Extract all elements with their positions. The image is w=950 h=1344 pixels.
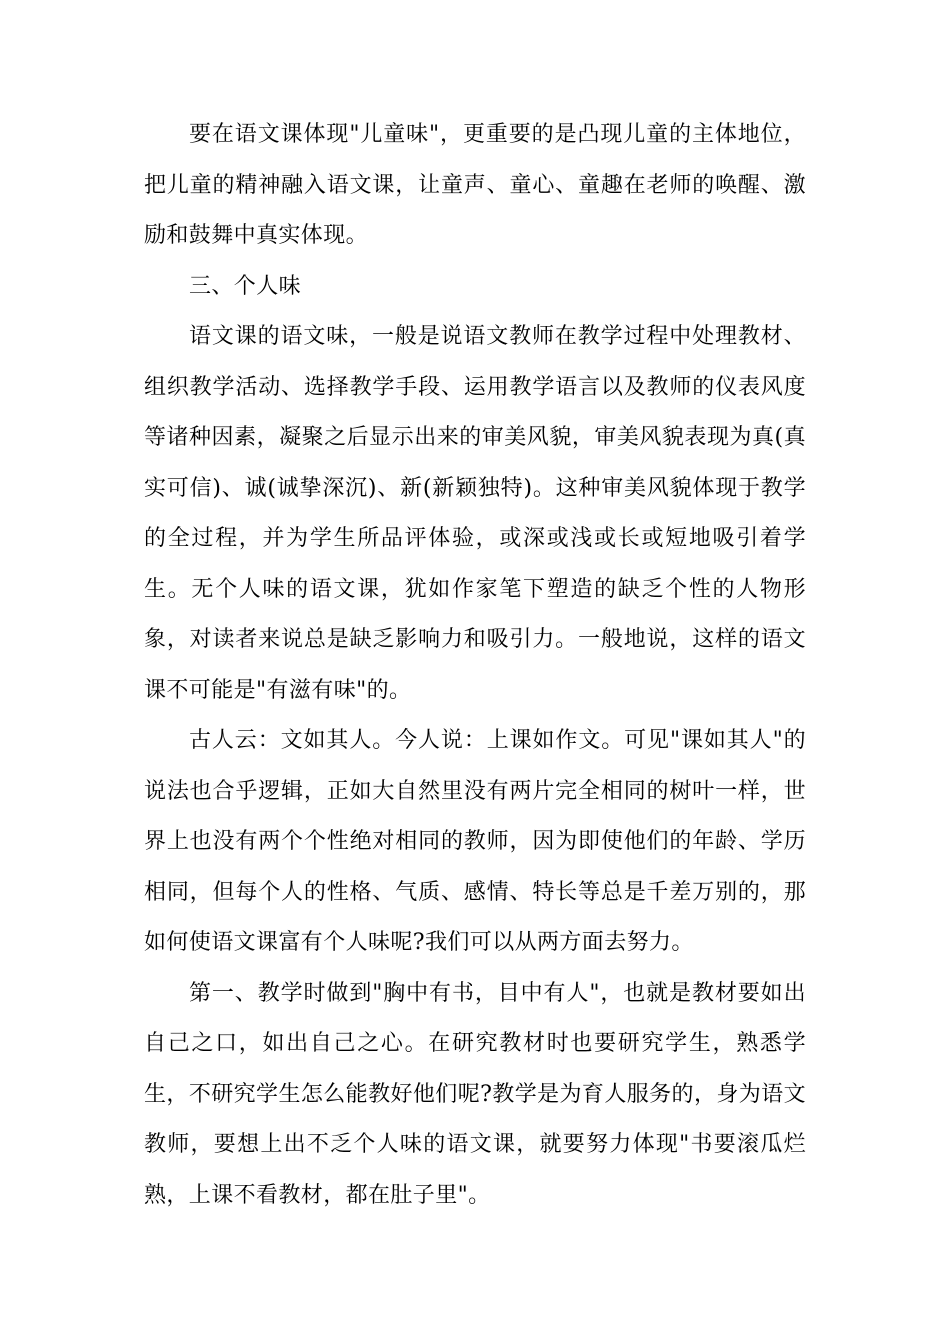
paragraph-class-like-person: 古人云：文如其人。今人说：上课如作文。可见"课如其人"的说法也合乎逻辑，正如大自然里没有两片完全相同的树叶一样，世界上也没有两个个性绝对相同的教师，因为即使他们的年龄、学历相同，但每个人的性格、气质、感情、特长等总是千差万别的，那如何使语文课富有个人味呢?我们可以从两方面去努力。 (144, 728, 806, 955)
paragraph-child-flavor: 要在语文课体现"儿童味"，更重要的是凸现儿童的主体地位，把儿童的精神融入语文课，让童声、童心、童趣在老师的唤醒、激励和鼓舞中真实体现。 (144, 122, 806, 248)
paragraph-chinese-flavor: 语文课的语文味，一般是说语文教师在教学过程中处理教材、组织教学活动、选择教学手段、运用教学语言以及教师的仪表风度等诸种因素，凝聚之后显示出来的审美风貌，审美风貌表现为真(真实可信)、诚(诚挚深沉)、新(新颖独特)。这种审美风貌体现于教学的全过程，并为学生所品评体验，或深或浅或长或短地吸引着学生。无个人味的语文课，犹如作家笔下塑造的缺乏个性的人物形象，对读者来说总是缺乏影响力和吸引力。一般地说，这样的语文课不可能是"有滋有味"的。 (144, 324, 806, 703)
section-heading-personal-flavor: 三、个人味 (189, 273, 302, 299)
document-body (144, 110, 806, 1221)
paragraph-first-method: 第一、教学时做到"胸中有书，目中有人"，也就是教材要如出自己之口，如出自己之心。在研究教材时也要研究学生，熟悉学生，不研究学生怎么能教好他们呢?教学是为育人服务的，身为语文教师，要想上出不乏个人味的语文课，就要努力体现"书要滚瓜烂熟，上课不看教材，都在肚子里"。 (144, 980, 806, 1208)
